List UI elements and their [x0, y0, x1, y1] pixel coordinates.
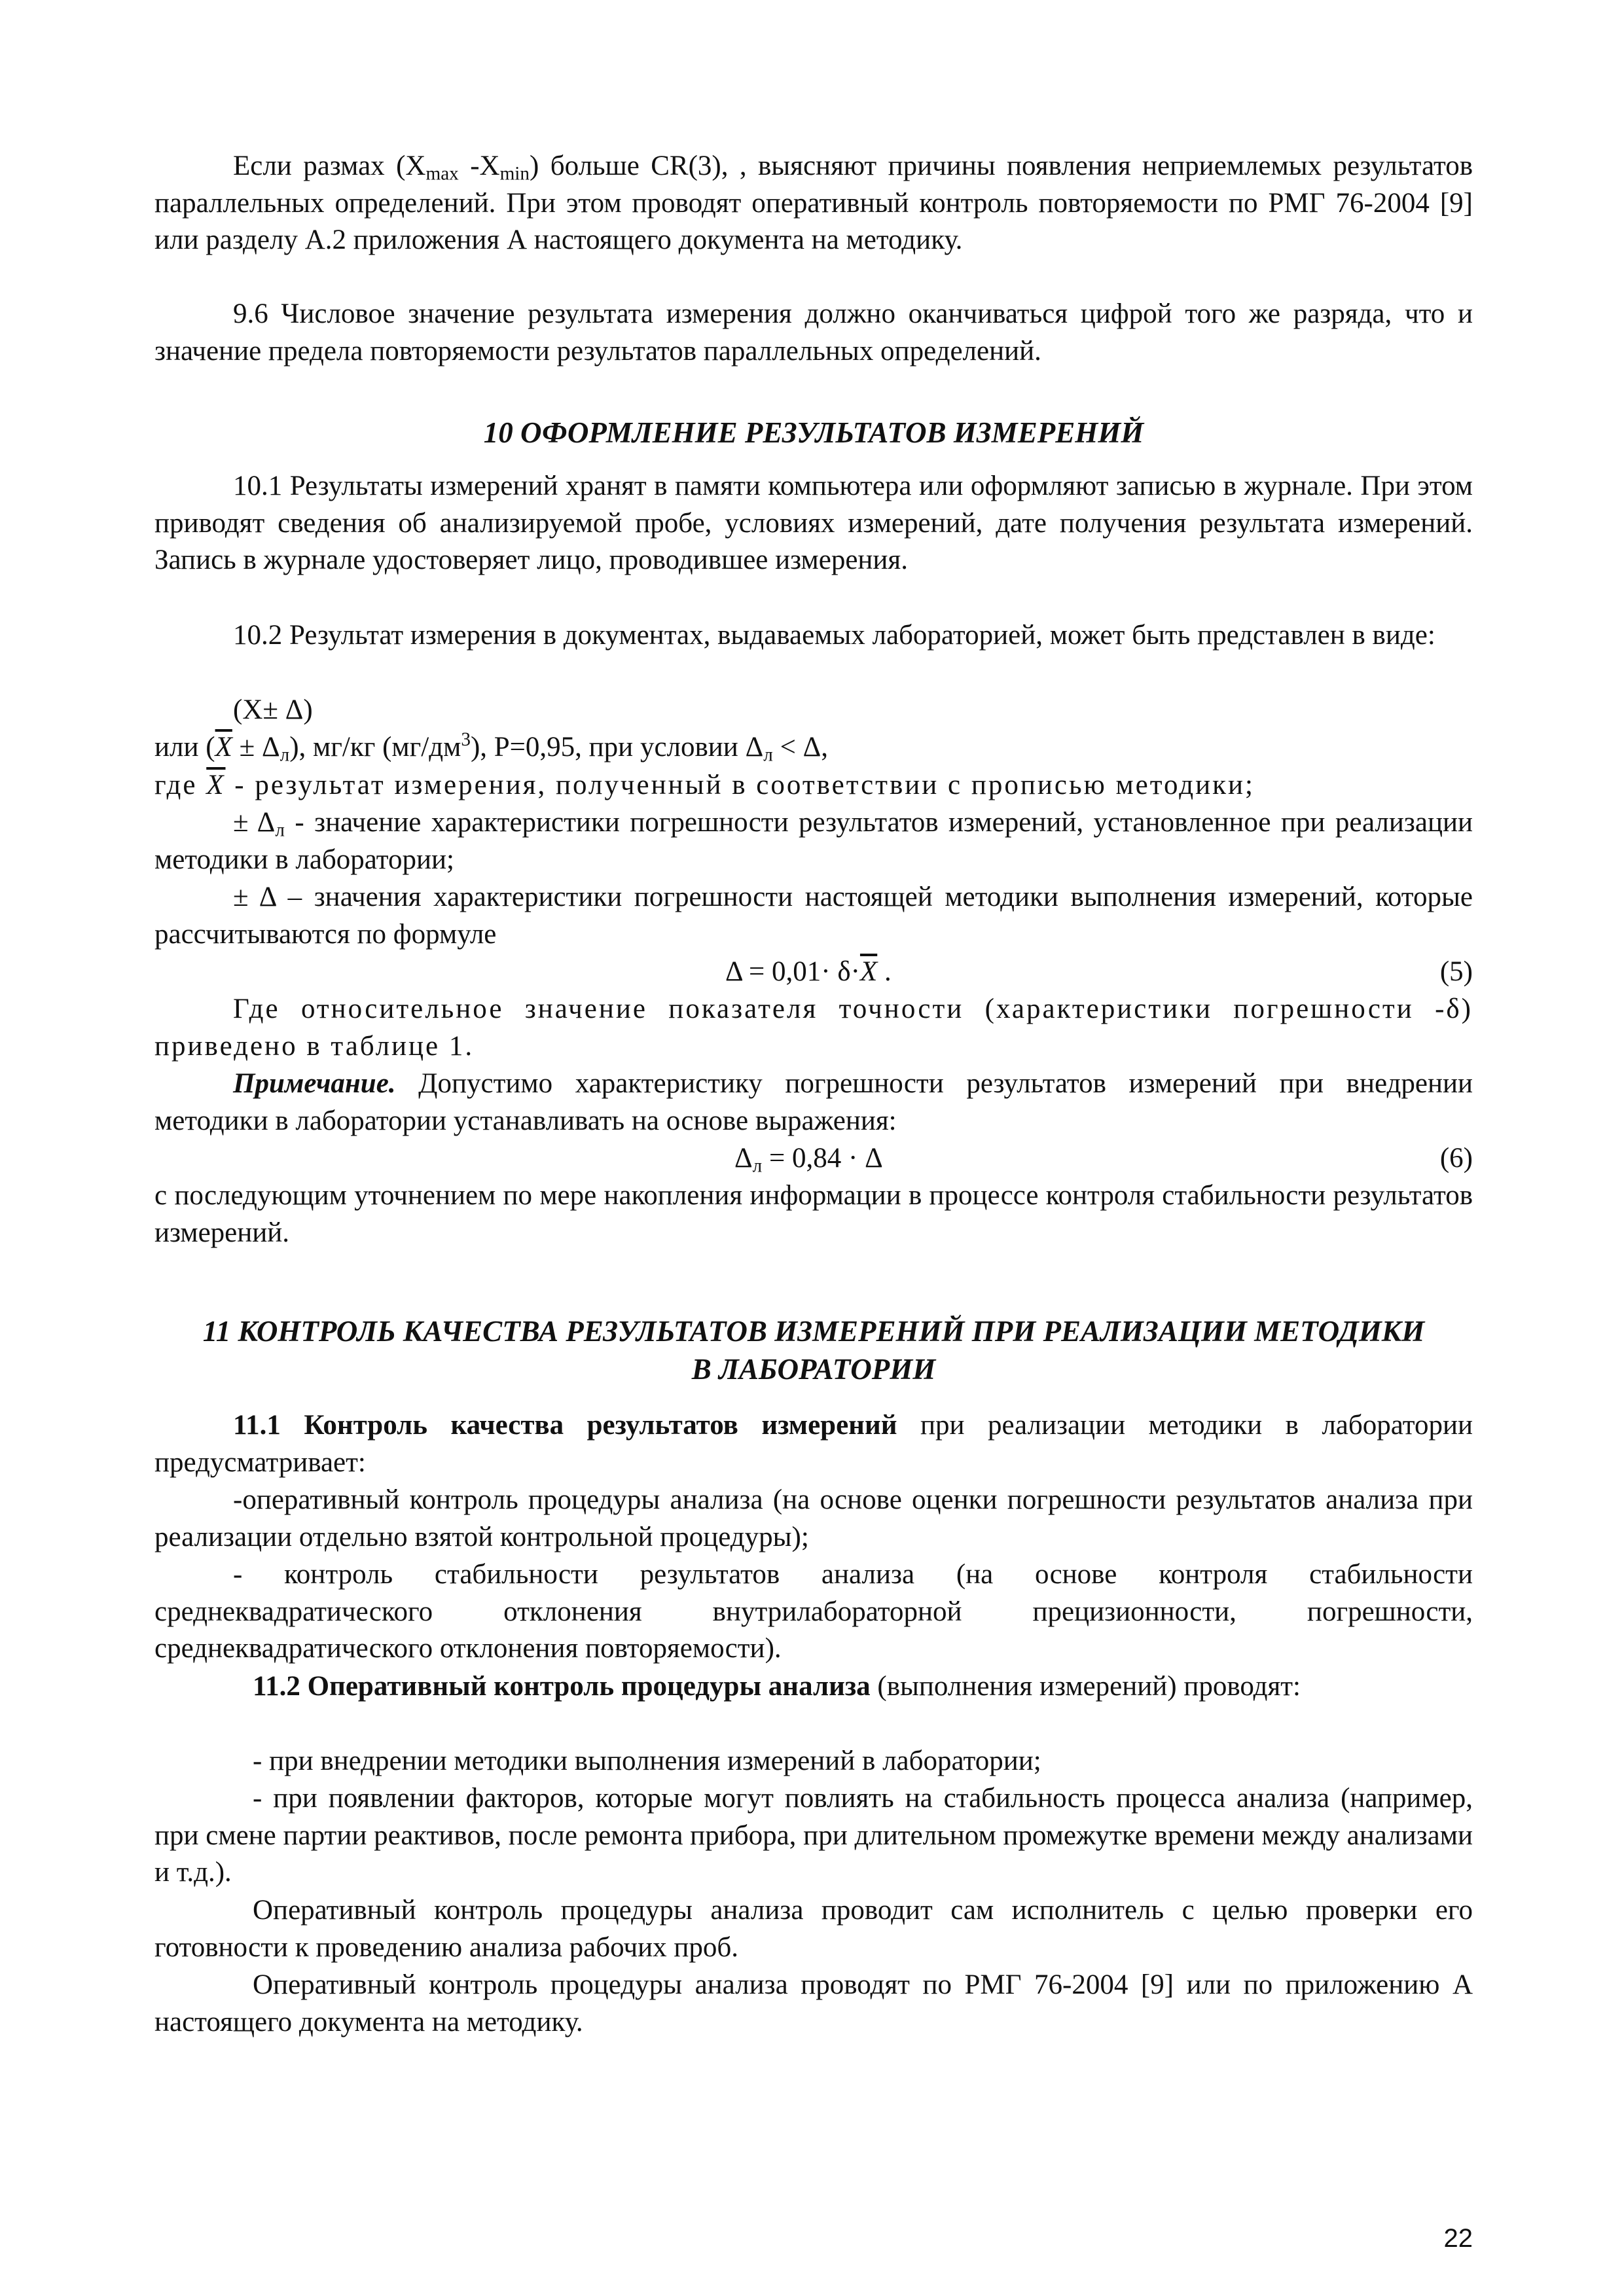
paragraph-control-reference: Оперативный контроль процедуры анализа проводят по РМГ 76-2004 [9] или по приложению А настоящего документа на методику.: [154, 1969, 1473, 2037]
formula-5: $\Delta = 0,01\cdot \delta\cdot\overline{X}$ .: [725, 956, 892, 987]
note-paragraph: Примечание. Допустимо характеристику погрешности результатов измерений при внедрении методики в лаборатории устанавливать на основе выражения:: [154, 1068, 1473, 1136]
paragraph-after-formula-6: с последующим уточнением по мере накопления информации в процессе контроля стабильности результатов измерений.: [154, 1180, 1473, 1248]
paragraph-operator-control: Оперативный контроль процедуры анализа проводит сам исполнитель с целью проверки его готовности к проведению анализа рабочих проб.: [154, 1895, 1473, 1963]
result-form-2: или $(\overline{X} \pm \Delta_л)$, мг/кг $(мг/дм^3)$, Р=0,95, при условии $\Delta_л < \Delta$,: [154, 728, 828, 766]
section-heading-10: 10 ОФОРМЛЕНИЕ РЕЗУЛЬТАТОВ ИЗМЕРЕНИЙ: [483, 416, 1144, 449]
paragraph-11-1: 11.1 Контроль качества результатов измерений при реализации методики в лаборатории предусматривает:: [154, 1410, 1473, 1478]
paragraph-relative-accuracy: Где относительное значение показателя точности (характеристики погрешности -δ) приведено в таблице 1.: [154, 994, 1473, 1062]
delta-lab-definition: ± $\Delta_л$ - значение характеристики погрешности результатов измерений, установленное при реализации методики в лаборатории;: [154, 807, 1473, 875]
item-factors-appearance: - при появлении факторов, которые могут повлиять на стабильность процесса анализа (например, при смене партии реактивов, после ремонта прибора, при длительном промежутке времени между анализами и т.д.).: [154, 1783, 1473, 1888]
page-number: 22: [1443, 2224, 1473, 2253]
item-stability-control: - контроль стабильности результатов анализа (на основе контроля стабильности среднеквадратического отклонения внутрилабораторной прецизионности, погрешности, среднеквадратического отклонения повторяемости).: [154, 1559, 1473, 1664]
formula-5-number: (5): [1439, 956, 1473, 987]
paragraph-11-2: 11.2 Оперативный контроль процедуры анализа (выполнения измерений) проводят:: [253, 1671, 1301, 1702]
item-method-introduction: - при внедрении методики выполнения измерений в лаборатории;: [253, 1746, 1041, 1776]
section-heading-11: 11 КОНТРОЛЬ КАЧЕСТВА РЕЗУЛЬТАТОВ ИЗМЕРЕНИЙ ПРИ РЕАЛИЗАЦИИ МЕТОДИКИ В ЛАБОРАТОРИИ: [202, 1315, 1425, 1386]
paragraph-range-check: Если размах ($X_{max}$ $-X_{min}$) больше CR(3), , выясняют причины появления неприемлемых результатов параллельных определений. При этом проводят оперативный контроль повторяемости по РМГ 76-2004 [9] или разделу А.2 приложения А настоящего документа на методику.: [154, 151, 1473, 255]
paragraph-10-2: 10.2 Результат измерения в документах, выдаваемых лабораторией, может быть представлен в виде:: [233, 620, 1435, 651]
formula-6: $\Delta_л = 0,84 \cdot \Delta$: [734, 1143, 883, 1177]
delta-definition: ± Δ – значения характеристики погрешности настоящей методики выполнения измерений, которые рассчитываются по формуле: [154, 882, 1473, 950]
where-x-definition: где $\overline{X}$ - результат измерения, полученный в соответствии с прописью методики;: [154, 770, 1255, 800]
paragraph-10-1: 10.1 Результаты измерений хранят в памяти компьютера или оформляют записью в журнале. При этом приводят сведения об анализируемой пробе, условиях измерений, дате получения результата измерений. Запись в журнале удостоверяет лицо, проводившее измерения.: [154, 471, 1473, 575]
item-operative-control: -оперативный контроль процедуры анализа (на основе оценки погрешности результатов анализа при реализации отдельно взятой контрольной процедуры);: [154, 1484, 1473, 1552]
result-form-1: (X± Δ): [233, 694, 313, 725]
paragraph-9-6: 9.6 Числовое значение результата измерения должно оканчиваться цифрой того же разряда, что и значение предела повторяемости результатов параллельных определений.: [154, 298, 1473, 367]
formula-6-number: (6): [1439, 1143, 1473, 1174]
